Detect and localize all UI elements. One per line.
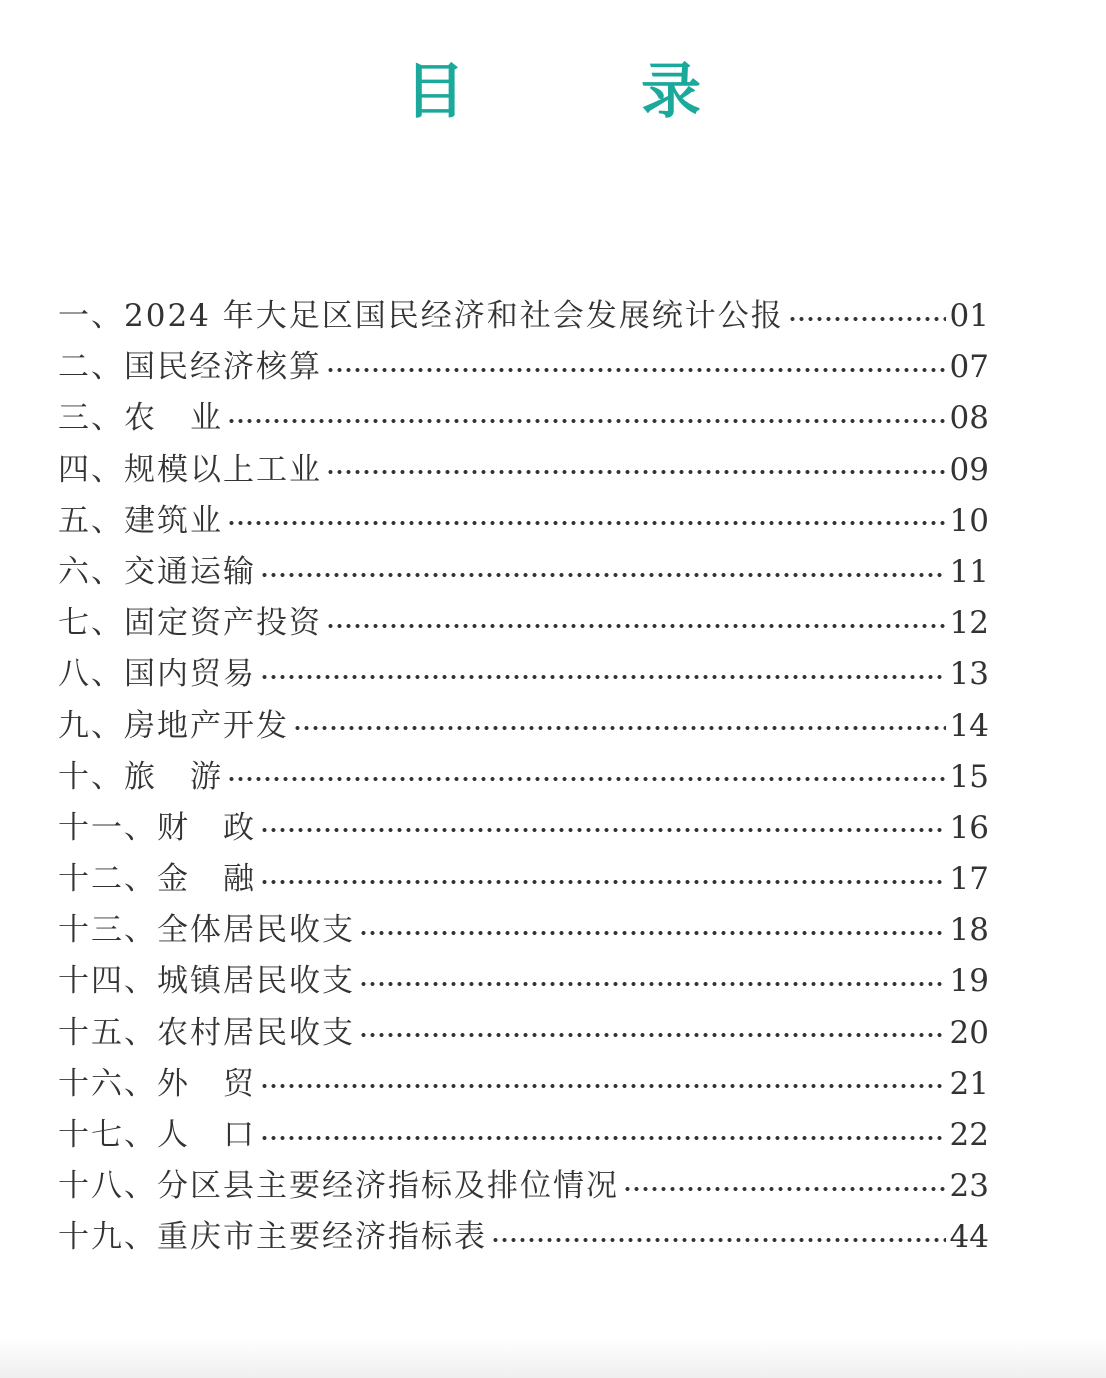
toc-entry[interactable] xyxy=(58,547,989,598)
dot-leader xyxy=(260,878,946,886)
dot-leader xyxy=(491,1236,946,1244)
toc-entry-page: 07 xyxy=(949,349,989,386)
toc-entry[interactable] xyxy=(58,701,989,752)
dot-leader xyxy=(227,775,946,783)
toc-entry[interactable] xyxy=(58,393,989,444)
dot-leader xyxy=(293,724,946,732)
toc-entry-label: 十八、分区县主要经济指标及排位情况 xyxy=(58,1168,619,1205)
dot-leader xyxy=(260,1134,946,1142)
dot-leader xyxy=(227,417,946,425)
toc-entry[interactable] xyxy=(58,598,989,649)
toc-entry-label: 十三、全体居民收支 xyxy=(58,912,355,949)
toc-entry-label: 十五、农村居民收支 xyxy=(58,1014,355,1051)
table-of-contents xyxy=(58,291,989,1264)
toc-entry-page: 01 xyxy=(949,298,989,334)
toc-entry-label: 三、农 业 xyxy=(58,400,223,437)
dot-leader xyxy=(260,1082,946,1090)
toc-entry-page: 17 xyxy=(949,861,989,898)
toc-entry-label: 六、交通运输 xyxy=(58,553,256,590)
toc-entry-page: 14 xyxy=(949,707,989,744)
dot-leader xyxy=(359,980,946,988)
toc-entry-label: 十六、外 贸 xyxy=(58,1065,256,1102)
toc-entry-page: 18 xyxy=(949,912,989,949)
toc-entry-page: 19 xyxy=(949,963,989,1000)
dot-leader xyxy=(326,366,946,374)
toc-entry-page: 13 xyxy=(949,656,989,693)
toc-entry-page: 20 xyxy=(949,1014,989,1051)
toc-entry-label: 十四、城镇居民收支 xyxy=(58,963,355,1000)
toc-entry-label: 九、房地产开发 xyxy=(58,707,289,744)
toc-entry-label: 七、固定资产投资 xyxy=(58,605,322,642)
toc-entry[interactable] xyxy=(58,1059,989,1110)
toc-entry-page: 16 xyxy=(949,809,989,846)
toc-entry-page: 08 xyxy=(949,400,989,437)
toc-entry-label: 十一、财 政 xyxy=(58,809,256,846)
toc-entry[interactable] xyxy=(58,342,989,393)
toc-entry-label: 五、建筑业 xyxy=(58,502,223,539)
dot-leader xyxy=(359,929,946,937)
toc-entry-page: 44 xyxy=(949,1219,989,1256)
toc-entry[interactable] xyxy=(58,1110,989,1161)
toc-entry-page: 11 xyxy=(949,553,989,590)
dot-leader xyxy=(260,826,946,834)
toc-entry[interactable] xyxy=(58,291,989,342)
dot-leader xyxy=(788,315,946,323)
toc-entry-label: 八、国内贸易 xyxy=(58,656,256,693)
toc-entry[interactable] xyxy=(58,854,989,905)
toc-entry[interactable] xyxy=(58,445,989,496)
toc-entry-page: 15 xyxy=(949,758,989,795)
dot-leader xyxy=(359,1031,946,1039)
toc-entry[interactable] xyxy=(58,803,989,854)
toc-entry-label: 十七、人 口 xyxy=(58,1117,256,1153)
toc-entry-label: 二、国民经济核算 xyxy=(58,349,322,386)
toc-entry-label: 十、旅 游 xyxy=(58,758,223,795)
toc-entry-page: 12 xyxy=(949,605,989,642)
dot-leader xyxy=(326,468,946,476)
toc-entry[interactable] xyxy=(58,956,989,1007)
toc-entry-page: 21 xyxy=(949,1065,989,1102)
toc-entry-label: 十九、重庆市主要经济指标表 xyxy=(58,1219,487,1256)
page-bottom-shade xyxy=(0,1338,1106,1378)
dot-leader xyxy=(227,519,946,527)
toc-entry[interactable] xyxy=(58,649,989,700)
dot-leader xyxy=(623,1185,946,1193)
toc-entry-label: 一、2024 年大足区国民经济和社会发展统计公报 xyxy=(58,298,784,334)
toc-entry[interactable] xyxy=(58,752,989,803)
toc-entry[interactable] xyxy=(58,1212,989,1263)
dot-leader xyxy=(326,622,946,630)
toc-entry[interactable] xyxy=(58,1161,989,1212)
page-title: 目 录 xyxy=(405,57,759,127)
toc-entry-page: 23 xyxy=(949,1168,989,1205)
toc-entry-page: 22 xyxy=(949,1117,989,1153)
dot-leader xyxy=(260,673,946,681)
toc-entry[interactable] xyxy=(58,496,989,547)
toc-entry-page: 09 xyxy=(949,451,989,488)
toc-entry-label: 四、规模以上工业 xyxy=(58,451,322,488)
dot-leader xyxy=(260,571,946,579)
toc-entry-label: 十二、金 融 xyxy=(58,861,256,898)
toc-entry-page: 10 xyxy=(949,502,989,539)
toc-entry[interactable] xyxy=(58,1008,989,1059)
toc-entry[interactable] xyxy=(58,905,989,956)
